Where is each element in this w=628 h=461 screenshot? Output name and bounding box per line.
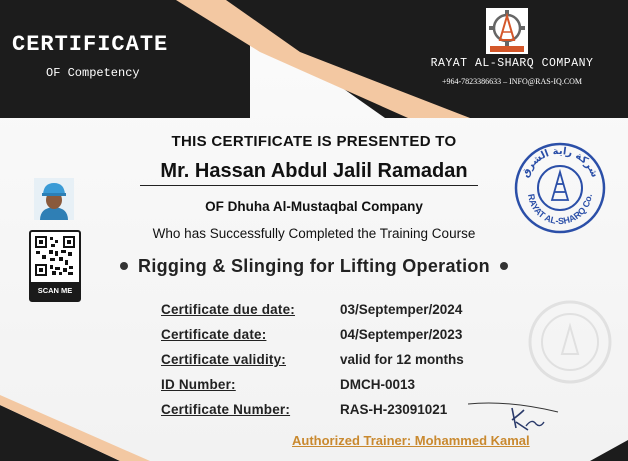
oil-derrick-logo-icon [486,8,528,54]
detail-label-cert-number: Certificate Number: [161,402,291,417]
authorized-trainer: Authorized Trainer: Mohammed Kamal [292,433,530,448]
company-name: RAYAT AL-SHARQ COMPANY [430,57,594,70]
detail-label-cert-date: Certificate date: [161,327,267,342]
course-title-row [0,256,628,277]
stamp-arabic-text: شركة راية الشرق [519,145,601,180]
presented-to-heading: THIS CERTIFICATE IS PRESENTED TO [171,133,457,150]
detail-value-cert-date: 04/Septemper/2023 [340,327,463,342]
course-title: Rigging & Slinging for Lifting Operation [138,256,490,276]
scan-me-label: SCAN ME [31,282,79,300]
qr-code-block[interactable] [29,230,81,302]
recipient-photo [34,178,74,220]
embossed-seal-icon [528,300,612,384]
detail-value-id-number: DMCH-0013 [340,377,416,392]
bullet-dot-right [500,262,508,270]
certificate-title: CERTIFICATE [12,32,169,57]
bullet-dot-left [120,262,128,270]
stamp-text: RAYAT AL-SHARQ Co. [525,193,594,227]
detail-value-cert-number: RAS-H-23091021 [340,402,448,417]
detail-label-id-number: ID Number: [161,377,236,392]
qr-code-icon [35,236,75,276]
detail-label-due-date: Certificate due date: [161,302,295,317]
company-contact: +964-7823386633 – INFO@RAS-IQ.COM [441,77,583,86]
certificate-subtitle: OF Competency [46,66,140,80]
completion-statement: Who has Successfully Completed the Training Course [152,226,476,241]
recipient-company: OF Dhuha Al-Mustaqbal Company [205,199,423,214]
recipient-name: Mr. Hassan Abdul Jalil Ramadan [160,160,468,182]
detail-value-due-date: 03/Septemper/2024 [340,302,463,317]
recipient-underline [140,185,478,186]
detail-label-validity: Certificate validity: [161,352,286,367]
company-stamp-icon [512,140,608,236]
detail-value-validity: valid for 12 months [340,352,464,367]
